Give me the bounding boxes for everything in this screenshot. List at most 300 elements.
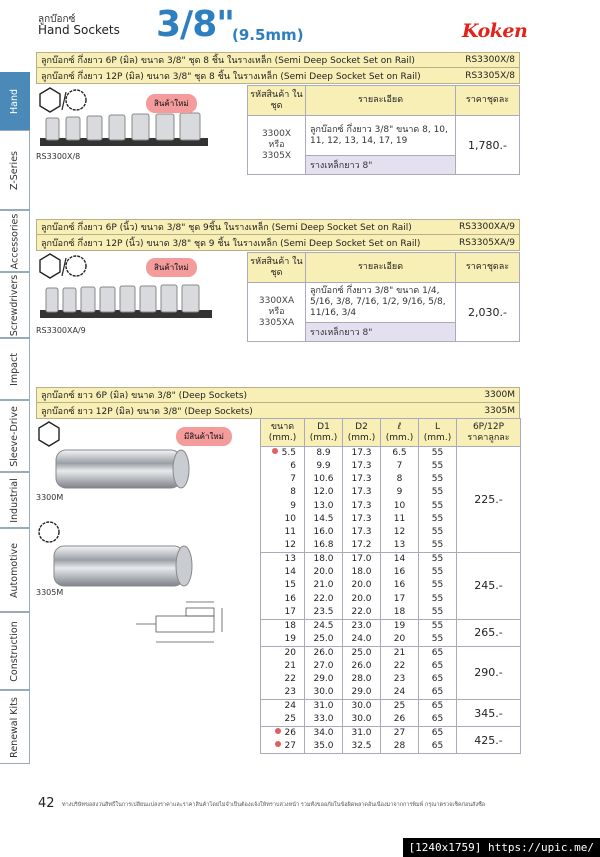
cell-l (419, 660, 457, 673)
cell-l1 (381, 513, 419, 526)
cell-l1 (381, 686, 419, 700)
cell-d2-value: 18.0 (351, 567, 372, 578)
cell-d2 (343, 673, 381, 686)
cell-d2 (343, 500, 381, 513)
cell-size (261, 447, 305, 461)
cell-size (261, 460, 305, 473)
cell-price: 345.- (457, 700, 521, 727)
section2-codes: 3300XA หรือ 3305XA (248, 283, 306, 342)
cell-l1-value: 22 (393, 660, 406, 671)
cell-l1-value: 14 (393, 554, 406, 565)
cell-d1 (305, 447, 343, 461)
cell-size (261, 606, 305, 620)
cell-d2-value: 31.0 (351, 728, 372, 739)
cell-d1 (305, 660, 343, 673)
section2-detail: ลูกบ๊อกซ์ กึ่งยาว 3/8" ขนาด 1/4, 5/16, 3/8, 7/16, 1/2, 9/16, 5/8, 11/16, 3/4 (306, 283, 456, 323)
cell-l (419, 646, 457, 660)
section2-header-detail: รายละเอียด (306, 253, 456, 283)
cell-size (261, 539, 305, 553)
sidebar-tab-label: Construction (9, 620, 20, 682)
section2-header-price: ราคาชุดละ (456, 253, 520, 283)
deep-socket-spec-table (260, 418, 521, 754)
cell-l1 (381, 606, 419, 620)
cell-l-value: 55 (431, 500, 444, 511)
cell-size (261, 713, 305, 727)
cell-l1-value: 23 (393, 673, 406, 684)
table-row (261, 553, 521, 567)
section1-title-bar (36, 52, 520, 84)
cell-d2 (343, 566, 381, 579)
cell-l1-value: 16 (393, 580, 406, 591)
cell-size (261, 473, 305, 486)
cell-size-value: 15 (284, 580, 296, 591)
cell-d1-value: 21.0 (313, 580, 334, 591)
sidebar-tab-accessories[interactable] (0, 210, 30, 272)
cell-l-value: 55 (431, 527, 444, 538)
cell-price: 245.- (457, 553, 521, 620)
cell-d2-value: 26.0 (351, 660, 372, 671)
cell-size (261, 566, 305, 579)
sidebar-tab-screwdrivers[interactable] (0, 272, 30, 338)
cell-size-value: 9 (290, 500, 296, 511)
section3-row-12p-desc: ลูกบ๊อกซ์ ยาว 12P (มิล) ขนาด 3/8" (Deep Sockets) (41, 406, 253, 417)
cell-l (419, 579, 457, 592)
cell-l1-value: 28 (393, 741, 406, 752)
cell-d1-value: 25.0 (313, 633, 334, 644)
cell-l1-value: 8 (396, 474, 403, 485)
section2-row-6p-code: RS3300XA/9 (459, 222, 515, 232)
cell-d1-value: 34.0 (313, 728, 334, 739)
cell-d1-value: 12.0 (313, 487, 334, 498)
cell-l1 (381, 727, 419, 741)
cell-d2-value: 22.0 (351, 606, 372, 617)
cell-d1 (305, 593, 343, 606)
section1-header-detail: รายละเอียด (306, 86, 456, 116)
cell-d2 (343, 646, 381, 660)
cell-d1 (305, 633, 343, 647)
header-size: 3/8" (156, 4, 235, 45)
cell-l1-value: 17 (393, 593, 406, 604)
sidebar-tab-automotive[interactable] (0, 528, 30, 612)
image-watermark: [1240x1759] https://upic.me/ (403, 838, 600, 857)
cell-l-value: 55 (431, 554, 444, 565)
cell-d1 (305, 553, 343, 567)
cell-d2-value: 32.5 (351, 741, 372, 752)
cell-size-value: 26 (284, 728, 296, 739)
sidebar-tab-label: Impact (9, 352, 21, 386)
cell-d1-value: 9.9 (316, 461, 331, 472)
cell-d1-value: 20.0 (313, 567, 334, 578)
cell-d2 (343, 727, 381, 741)
cell-l-value: 65 (431, 714, 444, 725)
cell-d1-value: 24.5 (313, 620, 334, 631)
sidebar-tab-renewal-kits[interactable] (0, 690, 30, 764)
sidebar-tab-z-series[interactable] (0, 130, 30, 210)
cell-size-value: 22 (284, 673, 296, 684)
cell-size-value: 5.5 (281, 448, 296, 458)
cell-d2-value: 17.3 (351, 474, 372, 485)
cell-size-value: 6 (290, 461, 296, 472)
cell-price: 425.- (457, 727, 521, 754)
cell-d2-value: 20.0 (351, 580, 372, 591)
cell-l (419, 539, 457, 553)
section1-row-12p-code: RS3305X/8 (465, 70, 515, 81)
cell-l (419, 700, 457, 714)
cell-size (261, 513, 305, 526)
cell-l1 (381, 593, 419, 606)
cell-l (419, 713, 457, 727)
cell-l1 (381, 539, 419, 553)
cell-size-value: 25 (284, 714, 296, 725)
col-l: L (mm.) (419, 419, 457, 447)
socket-set-rail-image (36, 84, 236, 156)
section2-spec-table (247, 252, 520, 342)
cell-size (261, 646, 305, 660)
cell-l1-value: 25 (393, 701, 406, 712)
cell-d2-value: 29.0 (351, 687, 372, 698)
cell-l (419, 526, 457, 539)
sidebar-tab-label: Hand (9, 88, 20, 114)
cell-d2 (343, 713, 381, 727)
cell-l-value: 55 (431, 448, 444, 458)
cell-d1-value: 27.0 (313, 660, 334, 671)
cell-size (261, 633, 305, 647)
cell-size-value: 23 (284, 687, 296, 698)
socket-set-inch-rail-image (36, 252, 236, 326)
cell-d2-value: 17.3 (351, 448, 372, 458)
table-row (261, 619, 521, 633)
cell-l (419, 500, 457, 513)
cell-size-value: 21 (284, 660, 296, 671)
cell-size-value: 11 (284, 527, 296, 538)
koken-logo: Koken (462, 20, 528, 42)
socket-dimension-diagram (136, 602, 222, 642)
cell-d2-value: 20.0 (351, 593, 372, 604)
cell-d2-value: 17.3 (351, 527, 372, 538)
cell-d1-value: 10.6 (313, 474, 334, 485)
cell-size (261, 619, 305, 633)
section2-row-6p (37, 220, 519, 235)
cell-l-value: 55 (431, 633, 444, 644)
cell-l (419, 619, 457, 633)
cell-d1 (305, 473, 343, 486)
cell-l1-value: 24 (393, 687, 406, 698)
cell-l (419, 513, 457, 526)
cell-size-value: 13 (284, 554, 296, 565)
cell-d1 (305, 700, 343, 714)
cell-l-value: 55 (431, 540, 444, 551)
cell-d2-value: 17.2 (351, 540, 372, 551)
cell-price: 265.- (457, 619, 521, 646)
section2-header-code: รหัสสินค้า ในชุด (248, 253, 306, 283)
cell-l1-value: 16 (393, 567, 406, 578)
cell-size (261, 686, 305, 700)
cell-d1 (305, 500, 343, 513)
cell-d1 (305, 460, 343, 473)
cell-l-value: 65 (431, 701, 444, 712)
cell-l1 (381, 633, 419, 647)
section3-new-badge: มีสินค้าใหม่ (176, 427, 232, 446)
cell-l1-value: 13 (393, 540, 406, 551)
section2-row-12p (37, 235, 519, 250)
header-size-mm: (9.5mm) (232, 26, 304, 44)
hex-6p-icon (39, 422, 59, 446)
cell-size (261, 593, 305, 606)
cell-l-value: 55 (431, 606, 444, 617)
sidebar-tab-impact[interactable] (0, 338, 30, 400)
col-d2: D2 (mm.) (343, 419, 381, 447)
cell-l (419, 673, 457, 686)
table-row (261, 447, 521, 461)
cell-d1-value: 30.0 (313, 687, 334, 698)
cell-size (261, 673, 305, 686)
cell-l (419, 486, 457, 499)
cell-l (419, 633, 457, 647)
cell-l1 (381, 700, 419, 714)
sidebar-tab-industrial[interactable] (0, 472, 30, 528)
cell-d2 (343, 553, 381, 567)
cell-l1-value: 7 (396, 461, 403, 472)
section3-caption-12p: 3305M (36, 588, 64, 597)
cell-size (261, 553, 305, 567)
cell-d2-value: 17.3 (351, 487, 372, 498)
cell-l (419, 447, 457, 461)
hex-12p-icon (39, 522, 59, 542)
cell-d1 (305, 486, 343, 499)
cell-l-value: 55 (431, 567, 444, 578)
cell-d1-value: 8.9 (316, 448, 331, 458)
cell-l-value: 55 (431, 487, 444, 498)
sidebar-tab-label: Sleeve-Drive (9, 405, 20, 467)
cell-l (419, 460, 457, 473)
cell-d1-value: 33.0 (313, 714, 334, 725)
section1-row-6p (37, 53, 519, 68)
cell-d2 (343, 579, 381, 592)
sidebar-tab-label: Z-Series (9, 150, 21, 190)
cell-l-value: 65 (431, 687, 444, 698)
cell-l1 (381, 579, 419, 592)
section1-rail: รางเหล็กยาว 8" (306, 156, 456, 175)
cell-size-value: 17 (284, 606, 296, 617)
section2-row-12p-desc: ลูกบ๊อกซ์ กึ่งยาว 12P (นิ้ว) ขนาด 3/8" ชุด 9 ชิ้น ในรางเหล็ก (Semi Deep Socket Set on Rail) (41, 238, 421, 249)
cell-l1-value: 6.5 (392, 448, 407, 458)
hex-6p-icon (40, 88, 60, 112)
cell-l (419, 593, 457, 606)
cell-l1 (381, 740, 419, 754)
section3-row-12p-code: 3305M (484, 405, 515, 416)
sidebar-tab-label: Automotive (9, 542, 20, 598)
sidebar-tab-label: Renewal Kits (9, 696, 20, 758)
cell-l1-value: 9 (396, 487, 403, 498)
cell-l-value: 65 (431, 673, 444, 684)
cell-l1-value: 12 (393, 527, 406, 538)
section1-price: 1,780.- (456, 116, 520, 175)
cell-l1 (381, 660, 419, 673)
cell-l-value: 55 (431, 474, 444, 485)
cell-l-value: 55 (431, 593, 444, 604)
cell-size-value: 8 (290, 487, 296, 498)
cell-l1-value: 26 (393, 714, 406, 725)
section3-caption-6p: 3300M (36, 493, 64, 502)
hex-12p-icon (66, 256, 86, 276)
cell-l1-value: 10 (393, 500, 406, 511)
cell-d1-value: 29.0 (313, 673, 334, 684)
cell-l1 (381, 553, 419, 567)
cell-d1-value: 35.0 (313, 741, 334, 752)
hex-6p-icon (40, 254, 60, 278)
section1-new-badge: สินค้าใหม่ (146, 94, 197, 113)
section1-header-price: ราคาชุดละ (456, 86, 520, 116)
cell-size (261, 727, 305, 741)
cell-l-value: 55 (431, 620, 444, 631)
cell-d1 (305, 619, 343, 633)
cell-size-value: 19 (284, 633, 296, 644)
table-row (261, 727, 521, 741)
header-title-thai: ลูกบ๊อกซ์ (38, 14, 76, 25)
cell-d1 (305, 539, 343, 553)
cell-d2 (343, 686, 381, 700)
cell-d1 (305, 513, 343, 526)
cell-l-value: 65 (431, 647, 444, 658)
cell-d1-value: 18.0 (313, 554, 334, 565)
cell-size (261, 486, 305, 499)
cell-d2-value: 17.3 (351, 513, 372, 524)
sidebar-tab-sleeve-drive[interactable] (0, 400, 30, 472)
cell-l1-value: 19 (393, 620, 406, 631)
cell-size-value: 20 (284, 647, 296, 658)
cell-size (261, 740, 305, 754)
footer-disclaimer: ทางบริษัทขอสงวนสิทธิ์ในการเปลี่ยนแปลงราคาและราคาสินค้าโดยไม่จำเป็นต้องแจ้งให้ทราบล่วงหน้า รวมทั้งขออภัยในข้อผิดพลาดอันเนื่องมาจากการพิมพ์ กรุณาตรวจเช็คก่อนสั่งซื้อ (62, 802, 486, 808)
col-size: ขนาด (mm.) (261, 419, 305, 447)
cell-l-value: 55 (431, 461, 444, 472)
category-sidebar (0, 72, 30, 792)
cell-d2-value: 30.0 (351, 714, 372, 725)
cell-size (261, 579, 305, 592)
cell-l1 (381, 619, 419, 633)
section1-detail: ลูกบ๊อกซ์ กึ่งยาว 3/8" ขนาด 8, 10, 11, 12, 13, 14, 17, 19 (306, 116, 456, 156)
section2-rail: รางเหล็กยาว 8" (306, 323, 456, 342)
sidebar-tab-label: Screwdrivers (9, 274, 20, 336)
cell-l (419, 606, 457, 620)
col-l-small: ℓ (mm.) (381, 419, 419, 447)
section3-row-6p-desc: ลูกบ๊อกซ์ ยาว 6P (มิล) ขนาด 3/8" (Deep Sockets) (41, 391, 248, 401)
section1-row-12p-desc: ลูกบ๊อกซ์ กึ่งยาว 12P (มิล) ขนาด 3/8" ชุด 8 ชิ้น ในรางเหล็ก (Semi Deep Socket Set on Rail) (41, 71, 421, 82)
cell-d1-value: 26.0 (313, 647, 334, 658)
table-row (261, 700, 521, 714)
cell-d1-value: 14.5 (313, 513, 334, 524)
cell-d2-value: 28.0 (351, 673, 372, 684)
section3-row-6p (37, 388, 519, 403)
cell-l1 (381, 566, 419, 579)
cell-d1 (305, 526, 343, 539)
col-d1: D1 (mm.) (305, 419, 343, 447)
cell-size-value: 12 (284, 540, 296, 551)
cell-size (261, 500, 305, 513)
cell-l (419, 553, 457, 567)
section1-spec-table (247, 85, 520, 175)
new-item-dot-icon (275, 741, 281, 747)
cell-d2-value: 24.0 (351, 633, 372, 644)
sidebar-tab-hand[interactable] (0, 72, 30, 130)
cell-d2 (343, 700, 381, 714)
section2-row-12p-code: RS3305XA/9 (459, 237, 515, 248)
cell-d2-value: 17.0 (351, 554, 372, 565)
cell-d1 (305, 579, 343, 592)
deep-socket-images (36, 420, 256, 670)
col-price: 6P/12P ราคาลูกละ (457, 419, 521, 447)
cell-d2-value: 25.0 (351, 647, 372, 658)
cell-d2 (343, 539, 381, 553)
cell-price: 225.- (457, 447, 521, 553)
cell-l1 (381, 473, 419, 486)
cell-l1 (381, 673, 419, 686)
cell-l (419, 686, 457, 700)
cell-d2 (343, 606, 381, 620)
cell-d1 (305, 727, 343, 741)
sidebar-tab-label: Accessories (9, 213, 20, 269)
section1-row-12p (37, 68, 519, 83)
cell-d2 (343, 633, 381, 647)
cell-l1-value: 21 (393, 647, 406, 658)
cell-d2 (343, 619, 381, 633)
cell-l1-value: 18 (393, 606, 406, 617)
cell-d2 (343, 740, 381, 754)
hex-12p-icon (66, 90, 86, 110)
cell-l1-value: 27 (393, 728, 406, 739)
cell-price: 290.- (457, 646, 521, 699)
section1-header-code: รหัสสินค้า ในชุด (248, 86, 306, 116)
section1-caption: RS3300X/8 (36, 152, 81, 161)
cell-l1-value: 20 (393, 633, 406, 644)
page-number: 42 (38, 796, 55, 811)
cell-size-value: 18 (284, 620, 296, 631)
section2-price: 2,030.- (456, 283, 520, 342)
cell-size-value: 14 (284, 567, 296, 578)
section2-row-6p-desc: ลูกบ๊อกซ์ กึ่งยาว 6P (นิ้ว) ขนาด 3/8" ชุด 9ชิ้น ในรางเหล็ก (Semi Deep Socket Set on Rail) (41, 223, 412, 233)
cell-d1 (305, 686, 343, 700)
cell-size-value: 27 (284, 741, 296, 752)
cell-d2 (343, 460, 381, 473)
cell-l1 (381, 713, 419, 727)
cell-size-value: 16 (284, 593, 296, 604)
cell-d1 (305, 740, 343, 754)
cell-d1-value: 16.8 (313, 540, 334, 551)
cell-size (261, 700, 305, 714)
cell-d1 (305, 673, 343, 686)
cell-l-value: 55 (431, 580, 444, 591)
cell-size-value: 7 (290, 474, 296, 485)
new-item-dot-icon (272, 448, 278, 454)
sidebar-tab-construction[interactable] (0, 612, 30, 690)
cell-d2 (343, 486, 381, 499)
cell-d1 (305, 606, 343, 620)
cell-l (419, 740, 457, 754)
section2-new-badge: สินค้าใหม่ (146, 258, 197, 277)
cell-d1-value: 22.0 (313, 593, 334, 604)
section1-row-6p-desc: ลูกบ๊อกซ์ กึ่งยาว 6P (มิล) ขนาด 3/8" ชุด 8 ชิ้น ในรางเหล็ก (Semi Deep Socket Set on Rail) (41, 56, 415, 66)
cell-d2-value: 30.0 (351, 701, 372, 712)
section2-title-bar (36, 219, 520, 251)
section1-row-6p-code: RS3300X/8 (465, 55, 515, 65)
cell-d1 (305, 713, 343, 727)
cell-l1 (381, 646, 419, 660)
cell-l (419, 727, 457, 741)
cell-size (261, 660, 305, 673)
table-row (261, 646, 521, 660)
section3-title-bar (36, 387, 520, 419)
cell-l1 (381, 500, 419, 513)
cell-d1-value: 31.0 (313, 701, 334, 712)
